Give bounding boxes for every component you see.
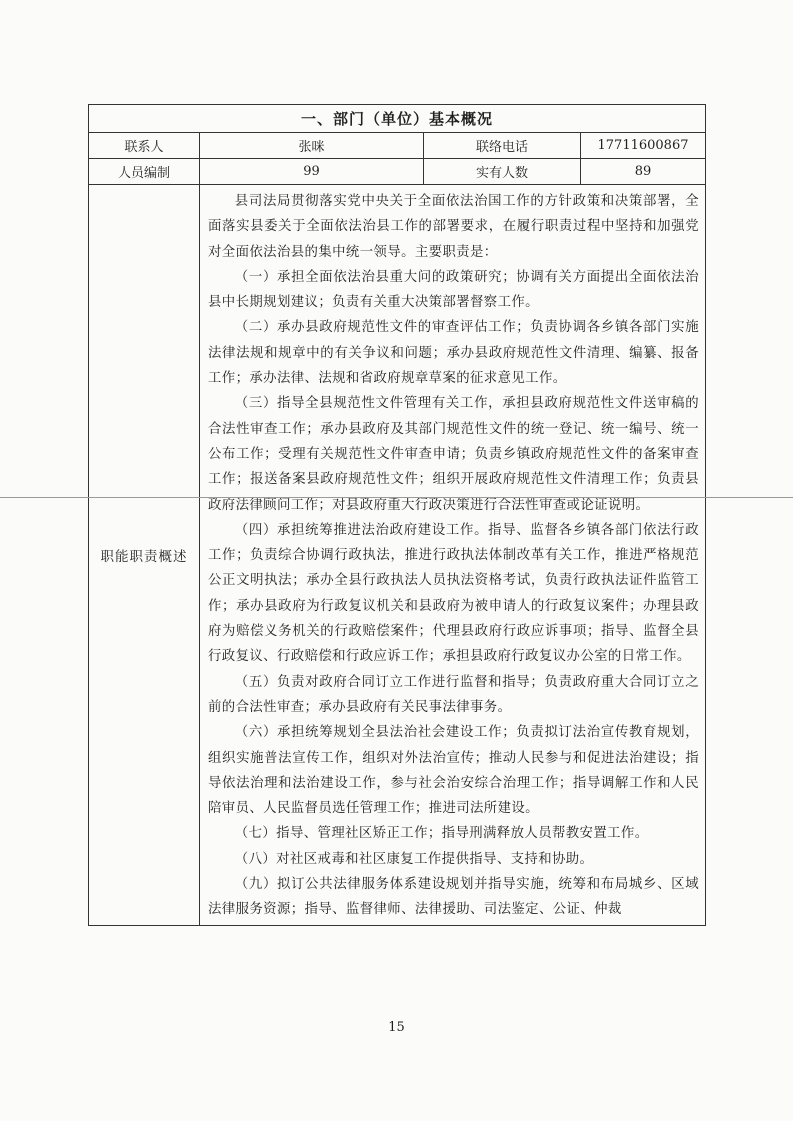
duty-paragraph: （八）对社区戒毒和社区康复工作提供指导、支持和协助。 bbox=[234, 851, 594, 867]
actual-staff-value: 89 bbox=[581, 159, 706, 185]
duty-paragraph: （九）拟订公共法律服务体系建设规划并指导实施，统筹和布局城乡、区域法律服务资源；指导、监督律师、法律援助、司法鉴定、公证、仲裁 bbox=[208, 877, 700, 918]
duty-paragraph: （五）负责对政府合同订立工作进行监督和指导；负责政府重大合同订立之前的合法性审查；承办县政府有关民事法律事务。 bbox=[208, 674, 700, 715]
staff-quota-label: 人员编制 bbox=[89, 159, 200, 185]
duty-paragraph: 县司法局贯彻落实党中央关于全面依法治国工作的方针政策和决策部署，全面落实县委关于全面依法治县工作的部署要求，在履行职责过程中坚持和加强党对全面依法治县的集中统一领导。主要职责是： bbox=[208, 194, 700, 260]
duty-paragraph: （二）承办县政府规范性文件的审查评估工作；负责协调各乡镇各部门实施法律法规和规章中的有关争议和问题；承办县政府规范性文件清理、编纂、报备工作；承办法律、法规和省政府规章草案的征求意见工作。 bbox=[208, 320, 700, 387]
contact-label: 联系人 bbox=[89, 133, 200, 159]
title-row bbox=[89, 105, 706, 133]
page-number: 15 bbox=[388, 1020, 405, 1035]
phone-label: 联络电话 bbox=[424, 133, 581, 159]
duty-paragraph: （四）承担统筹推进法治政府建设工作。指导、监督各乡镇各部门依法行政工作；负责综合协调行政执法，推进行政执法体制改革有关工作，推进严格规范公正文明执法；承办全县行政执法人员执法资格考试，负责行政执法证件监管工作；承办县政府为行政复议机关和县政府为被申请人的行政复议案件；办理县政府为赔偿义务机关的行政赔偿案件；代理县政府行政应诉事项；指导、监督全县行政复议、行政赔偿和行政应诉工作；承担县政府行政复议办公室的日常工作。 bbox=[208, 522, 700, 665]
scan-fold-line bbox=[0, 497, 793, 498]
duty-paragraph: （六）承担统筹规划全县法治社会建设工作；负责拟订法治宣传教育规划，组织实施普法宣传工作，组织对外法治宣传；推动人民参与和促进法治建设；指导依法治理和法治建设工作，参与社会治安综合治理工作；指导调解工作和人民陪审员、人民监督员选任管理工作；推进司法所建设。 bbox=[208, 725, 700, 817]
document-page bbox=[88, 104, 705, 926]
contact-row bbox=[89, 133, 706, 159]
phone-value: 17711600867 bbox=[581, 133, 706, 159]
contact-value: 张咪 bbox=[200, 133, 424, 159]
duty-paragraph: （一）承担全面依法治县重大问的政策研究；协调有关方面提出全面依法治县中长期规划建议；负责有关重大决策部署督察工作。 bbox=[208, 269, 700, 311]
actual-staff-label: 实有人数 bbox=[424, 159, 581, 185]
staff-row bbox=[89, 159, 706, 185]
basic-info-table bbox=[88, 104, 706, 926]
staff-quota-value: 99 bbox=[200, 159, 424, 185]
duties-content bbox=[200, 185, 706, 926]
duties-label: 职能职责概述 bbox=[89, 185, 200, 926]
table-title: 一、部门（单位）基本概况 bbox=[89, 105, 706, 133]
duty-paragraph: （三）指导全县规范性文件管理有关工作，承担县政府规范性文件送审稿的合法性审查工作；承办县政府及其部门规范性文件的统一登记、统一编号、统一公布工作；受理有关规范性文件审查申请；负责乡镇政府规范性文件的备案审查工作；报送备案县政府规范性文件；组织开展政府规范性文件清理工作；负责县政府法律顾问工作；对县政府重大行政决策进行合法性审查或论证说明。 bbox=[208, 396, 700, 513]
duty-paragraph: （七）指导、管理社区矫正工作；指导刑满释放人员帮教安置工作。 bbox=[234, 826, 649, 842]
duties-row bbox=[89, 185, 706, 926]
